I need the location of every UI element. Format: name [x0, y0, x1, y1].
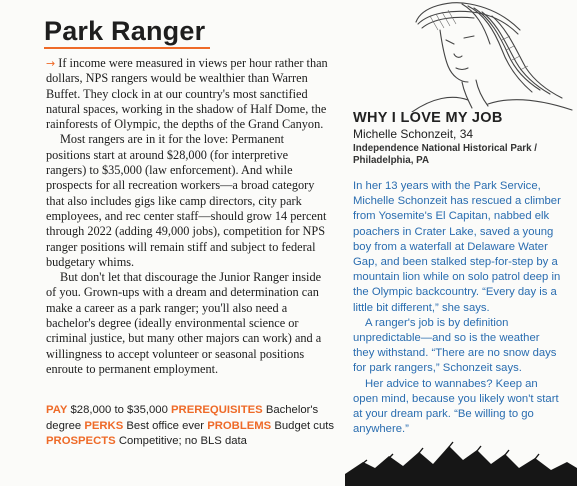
pine-sketch [345, 438, 577, 486]
arrow-right-icon: → [46, 57, 56, 70]
prospects-label: PROSPECTS [46, 435, 116, 447]
story-paragraph-1: In her 13 years with the Park Service, Michelle Schonzeit has rescued a climber from Yosemite's El Capitan, nabbed elk poachers in Crater Lake, saved a young boy from a waterfall at Delaware Water Gap, and been stalked step-for-step by a mountain lion while on solo patrol deep in the Olympic backcountry. “Every day is a little bit different,” she says. [353, 180, 561, 314]
perks-label: PERKS [84, 419, 124, 432]
ranger-name: Michelle Schonzeit, 34 [353, 127, 474, 141]
pay-label: PAY [46, 404, 68, 416]
problems-value: Budget cuts [274, 419, 335, 432]
story-paragraph-3: Her advice to wannabes? Keep an open mind, because you likely won't start at your dream park. “Be willing to go anywhere.” [353, 377, 559, 436]
article-paragraph-3: But don't let that discourage the Junior Ranger inside of you. Grown-ups with a dream and determination can make a career as a park ranger; you'll also need a bachelor's degree (ideally environmental science or criminal justice, but many other majors can work) and a willingness to accept volunteer or seasonal positions enroute to permanent employment. [46, 270, 322, 376]
problems-label: PROBLEMS [207, 419, 272, 432]
article-body [46, 56, 331, 377]
page-title: Park Ranger [44, 16, 206, 46]
prospects-value: Competitive; no BLS data [118, 435, 247, 447]
sidebar-heading: WHY I LOVE MY JOB [353, 110, 503, 126]
prerequisites-value: Bachelor's degree [46, 404, 319, 432]
story-paragraph-2: A ranger's job is by definition unpredictable—and so is the weather they withstand. “There are no snow days for park rangers,” Schonzeit says. [353, 316, 557, 375]
ranger-portrait-sketch [372, 0, 577, 112]
article-paragraph-1: → If income were measured in views per hour rather than dollars, NPS rangers would be wealthier than Warren Buffet. They clock in at our country's most sanctified natural spaces, working in the shadow of Half Dome, the rainforests of Olympic, the depths of the Grand Canyon. [46, 56, 328, 132]
pay-value: $28,000 to $35,000 [70, 404, 168, 416]
ranger-location: Independence National Historical Park / Philadelphia, PA [353, 143, 538, 166]
perks-value: Best office ever [126, 419, 205, 432]
title-underline [44, 47, 210, 49]
article-paragraph-2: Most rangers are in it for the love: Permanent positions start at around $28,000 (for interpretive rangers) to $35,000 (law enforcement). And while prospects for all recreation workers—a broad category that also includes gigs like camp directors, city park employees, and rec center staff—should grow 14 percent through 2022 (adding 49,000 jobs), competition for NPS ranger positions will remain stiff and subject to federal budgetary whims. [46, 132, 327, 269]
prerequisites-label: PREREQUISITES [171, 404, 263, 416]
sidebar-story [353, 179, 563, 437]
sidebar [353, 110, 568, 437]
job-facts [46, 403, 346, 450]
